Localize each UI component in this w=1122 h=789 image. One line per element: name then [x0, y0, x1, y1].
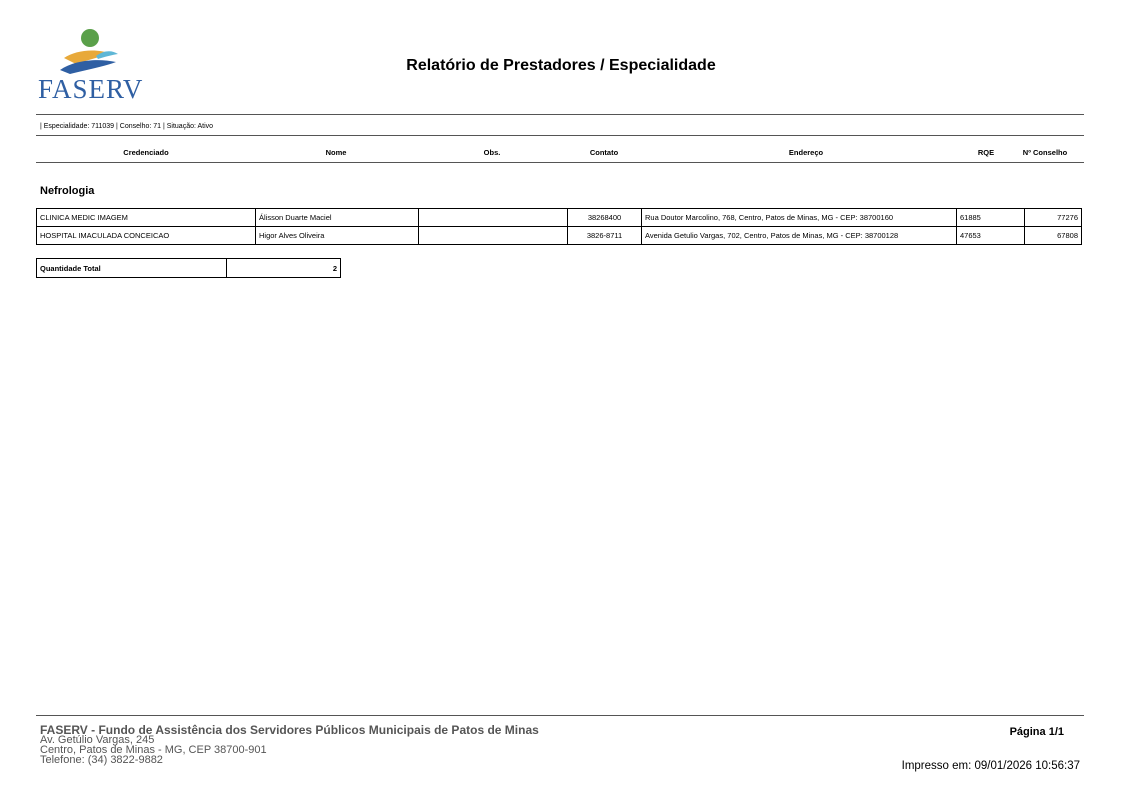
cell-contato: 3826-8711	[568, 227, 642, 245]
faserv-logo-text: FASERV	[38, 74, 144, 104]
footer-phone: Telefone: (34) 3822-9882	[40, 754, 163, 766]
printed-timestamp: Impresso em: 09/01/2026 10:56:37	[901, 760, 1080, 772]
total-table	[36, 258, 341, 278]
cell-endereco: Rua Doutor Marcolino, 768, Centro, Patos de Minas, MG - CEP: 38700160	[642, 209, 957, 227]
table-row	[37, 209, 1082, 227]
faserv-logo-emblem-icon	[36, 28, 148, 78]
faserv-logo	[36, 28, 148, 104]
footer-divider	[36, 715, 1084, 716]
page-number: Página 1/1	[1009, 726, 1064, 738]
column-header-obs: Obs.	[483, 148, 501, 157]
cell-nome: Higor Alves Oliveira	[256, 227, 419, 245]
report-title: Relatório de Prestadores / Especialidade	[406, 57, 716, 74]
table-row	[37, 227, 1082, 245]
providers-table	[36, 208, 1082, 245]
cell-nome: Álisson Duarte Maciel	[256, 209, 419, 227]
report-filter: | Especialidade: 711039 | Conselho: 71 | Situação: Ativo	[40, 123, 214, 130]
column-header-contato: Contato	[589, 148, 619, 157]
cell-obs	[419, 209, 568, 227]
footer-info	[40, 725, 539, 765]
section-title: Nefrologia	[40, 185, 95, 197]
cell-obs	[419, 227, 568, 245]
cell-rqe: 47653	[957, 227, 1025, 245]
columns-divider	[36, 162, 1084, 163]
column-header-endereco: Endereço	[788, 148, 824, 157]
cell-credenciado: HOSPITAL IMACULADA CONCEICAO	[37, 227, 256, 245]
header-divider	[36, 114, 1084, 115]
cell-credenciado: CLINICA MEDIC IMAGEM	[37, 209, 256, 227]
cell-contato: 38268400	[568, 209, 642, 227]
footer-address-line1: Av. Getúlio Vargas, 245	[40, 734, 155, 746]
cell-rqe: 61885	[957, 209, 1025, 227]
cell-endereco: Avenida Getulio Vargas, 702, Centro, Patos de Minas, MG - CEP: 38700128	[642, 227, 957, 245]
total-value: 2	[227, 259, 341, 278]
column-header-conselho: Nº Conselho	[1022, 148, 1068, 157]
column-header-nome: Nome	[325, 148, 347, 157]
total-label: Quantidade Total	[37, 259, 227, 278]
filter-divider	[36, 135, 1084, 136]
cell-conselho: 77276	[1025, 209, 1082, 227]
footer-address-line2: Centro, Patos de Minas - MG, CEP 38700-901	[40, 744, 267, 756]
column-header-rqe: RQE	[977, 148, 995, 157]
column-headers	[36, 148, 1084, 158]
cell-conselho: 67808	[1025, 227, 1082, 245]
column-header-credenciado: Credenciado	[123, 148, 169, 157]
footer-org: FASERV - Fundo de Assistência dos Servidores Públicos Municipais de Patos de Minas	[40, 723, 539, 737]
